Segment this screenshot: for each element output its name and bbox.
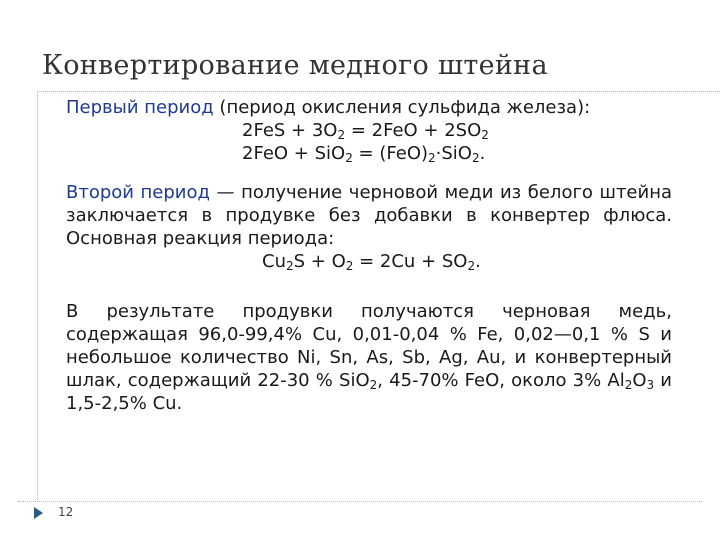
eq3-part: S + O [293, 251, 346, 272]
equation-2 [66, 142, 672, 165]
eq1-part: = 2FeO + 2SO [345, 120, 482, 141]
eq1-sub: 2 [337, 128, 346, 142]
eq2-part: = (FeO) [352, 143, 429, 164]
eq2-sub: 2 [471, 151, 480, 165]
eq3-sub: 2 [467, 259, 476, 273]
result-sub: 2 [624, 378, 633, 392]
arrow-icon [34, 507, 43, 519]
slide-content [66, 96, 672, 415]
result-text: и 1,5-2,5% Cu. [66, 370, 672, 414]
divider-top [37, 91, 720, 92]
eq1-sub: 2 [481, 128, 489, 142]
eq3-part: = 2Cu + SO [353, 251, 468, 272]
result-paragraph [66, 300, 672, 415]
eq2-part: . [479, 143, 486, 164]
eq2-part: ·SiO [435, 143, 472, 164]
result-text: , 45-70% FeO, около 3% Al [377, 370, 625, 391]
result-sub: 3 [646, 378, 655, 392]
eq2-part: 2FeO + SiO [242, 143, 346, 164]
equation-1 [66, 119, 672, 142]
eq3-sub: 2 [285, 259, 294, 273]
equation-3 [66, 250, 672, 273]
eq3-part: Cu [262, 251, 286, 272]
period1-line [66, 96, 672, 119]
eq3-sub: 2 [345, 259, 354, 273]
divider-left [37, 91, 38, 502]
page-number: 12 [58, 505, 74, 519]
period2-text: — получение черновой меди из белого штейна заключается в продувке без добавки в конвертер флюса. Основная реакция периода: [66, 182, 672, 249]
eq3-part: . [475, 251, 481, 272]
slide-title: Конвертирование медного штейна [42, 50, 548, 81]
result-text: O [632, 370, 647, 391]
period1-label: Первый период [66, 97, 214, 118]
period1-text: (период окисления сульфида железа): [213, 97, 591, 118]
period2-paragraph [66, 181, 672, 250]
result-text: В результате продувки получаются черновая медь, содержащая 96,0-99,4% Cu, 0,01-0,04 % Fe, 0,02—0,1 % S и небольшое количество Ni, Sn, As, Sb, Ag, Au, и конвертерный шлак, содержащий 22-30 % SiO [66, 301, 672, 391]
eq2-sub: 2 [428, 151, 436, 165]
eq2-sub: 2 [345, 151, 353, 165]
divider-bottom [18, 501, 702, 502]
result-sub: 2 [369, 378, 378, 392]
eq1-part: 2FeS + 3O [242, 120, 338, 141]
period2-label: Второй период [66, 182, 210, 203]
